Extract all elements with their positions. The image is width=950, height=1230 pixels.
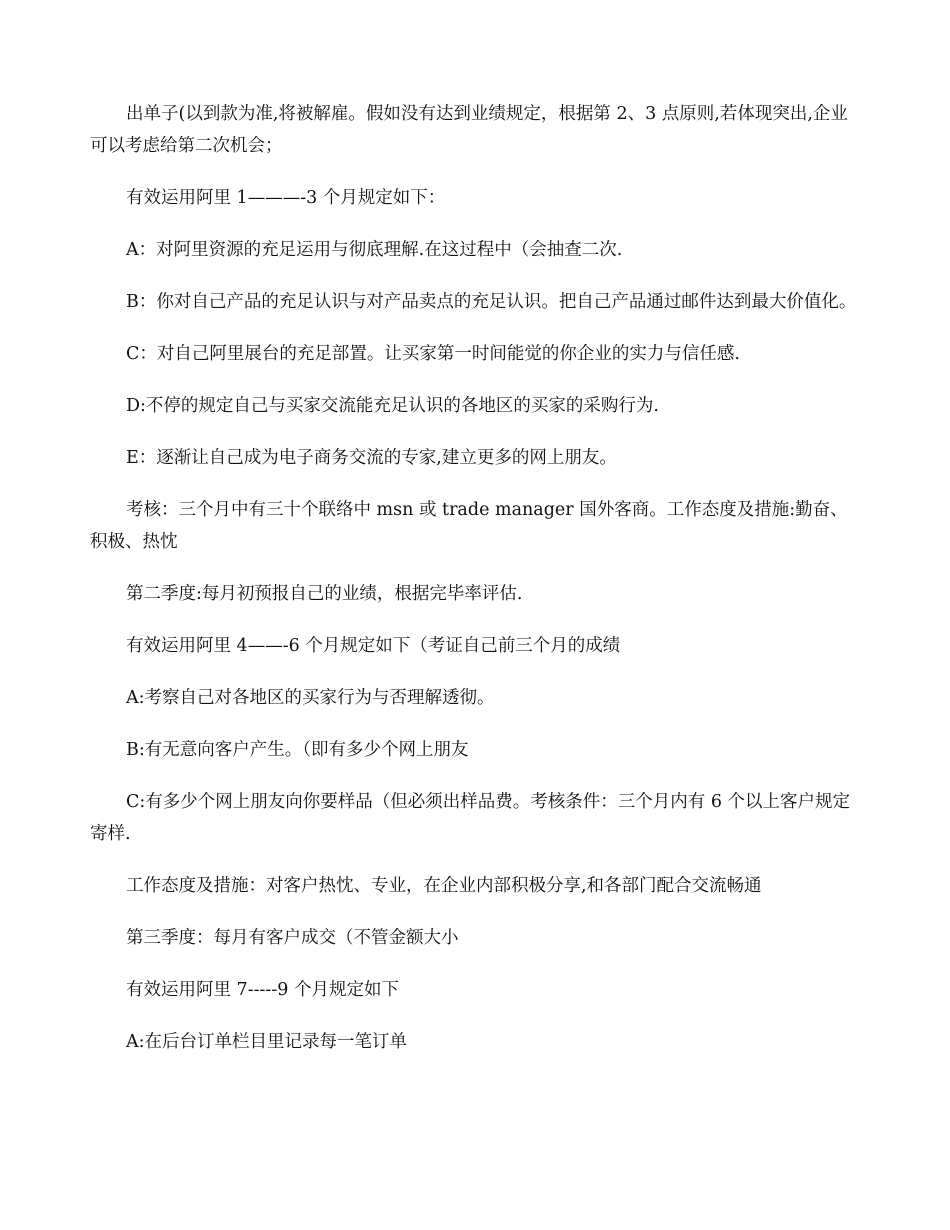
paragraph: 第三季度：每月有客户成交（不管金额大小 <box>126 928 459 948</box>
paragraph: D:不停的规定自己与买家交流能充足认识的各地区的买家的采购行为. <box>126 396 659 416</box>
paragraph: A:在后台订单栏目里记录每一笔订单 <box>126 1032 408 1052</box>
paragraph: B:有无意向客户产生。（即有多少个网上朋友 <box>126 740 469 760</box>
paragraph: C:有多少个网上朋友向你要样品（但必须出样品费。考核条件：三个月内有 6 个以上客户规定寄样. <box>90 792 851 844</box>
paragraph: E：逐渐让自己成为电子商务交流的专家,建立更多的网上朋友。 <box>126 448 617 468</box>
document-body <box>90 98 862 1078</box>
paragraph: 有效运用阿里 1———-3 个月规定如下： <box>126 188 446 208</box>
paragraph: A:考察自己对各地区的买家行为与否理解透彻。 <box>126 688 495 708</box>
paragraph: 工作态度及措施：对客户热忱、专业，在企业内部积极分享,和各部门配合交流畅通 <box>126 876 762 896</box>
paragraph: A：对阿里资源的充足运用与彻底理解.在这过程中（会抽查二次. <box>126 240 623 260</box>
paragraph: 有效运用阿里 7-----9 个月规定如下 <box>126 980 399 1000</box>
paragraph: 有效运用阿里 4——-6 个月规定如下（考证自己前三个月的成绩 <box>126 636 621 656</box>
paragraph: B：你对自己产品的充足认识与对产品卖点的充足认识。把自己产品通过邮件达到最大价值化。 <box>126 292 857 312</box>
paragraph: 出单子(以到款为准,将被解雇。假如没有达到业绩规定，根据第 2、3 点原则,若体现突出,企业可以考虑给第二次机会； <box>90 104 848 156</box>
paragraph: 考核：三个月中有三十个联络中 msn 或 trade manager 国外客商。工作态度及措施:勤奋、积极、热忱 <box>90 500 848 552</box>
paragraph: C：对自己阿里展台的充足部置。让买家第一时间能觉的你企业的实力与信任感. <box>126 344 740 364</box>
paragraph: 第二季度:每月初预报自己的业绩，根据完毕率评估. <box>126 584 523 604</box>
